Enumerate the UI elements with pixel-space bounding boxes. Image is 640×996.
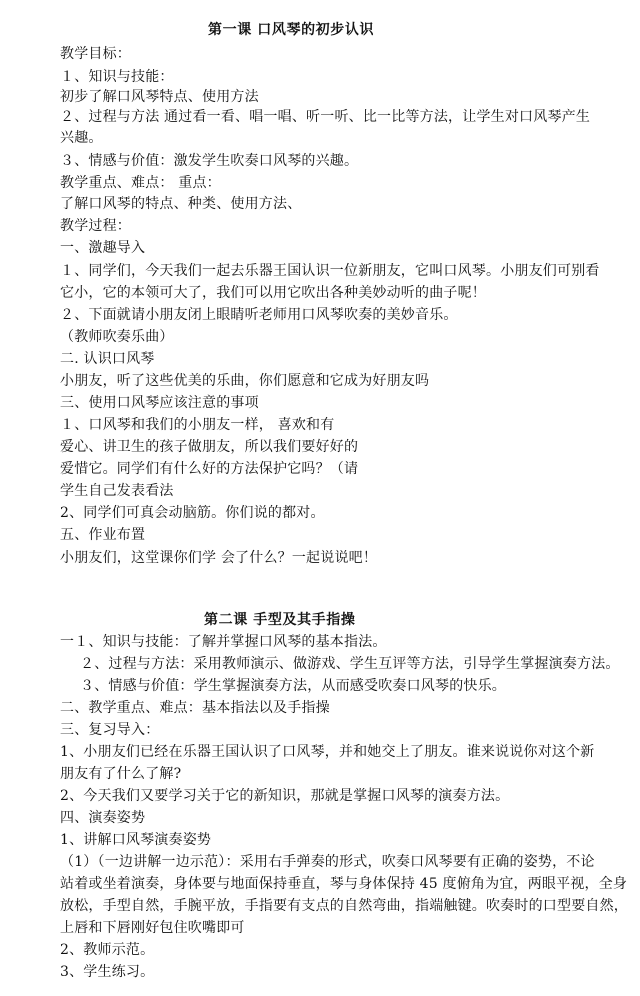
text-line: 2、教师示范。	[60, 942, 155, 958]
text-line: 五、作业布置	[60, 527, 146, 543]
text-line: 二. 认识口风琴	[60, 351, 155, 367]
text-line: 初步了解口风琴特点、使用方法	[60, 89, 259, 105]
text-line: 1、小朋友们已经在乐器王国认识了口风琴，并和她交上了朋友。谁来说说你对这个新	[60, 744, 595, 760]
text-line: 朋友有了什么了解?	[60, 766, 182, 782]
text-line: 上唇和下唇刚好包住吹嘴即可	[60, 920, 245, 936]
text-line: １、知识与技能：	[60, 69, 174, 85]
text-line: 爱心、讲卫生的孩子做朋友，所以我们要好好的	[60, 439, 359, 455]
text-line: ２、过程与方法：采用教师演示、做游戏、学生互评等方法，引导学生掌握演奏方法。	[80, 656, 620, 672]
text-line: 小朋友们，这堂课你们学 会了什么？一起说说吧！	[60, 550, 378, 566]
text-line: 了解口风琴的特点、种类、使用方法、	[60, 196, 302, 212]
text-line: １、口风琴和我们的小朋友一样， 喜欢和有	[60, 417, 335, 433]
text-line: 二、教学重点、难点：基本指法以及手指操	[60, 700, 330, 716]
text-line: ３、情感与价值：激发学生吹奏口风琴的兴趣。	[60, 153, 359, 169]
text-line: 三、复习导入：	[60, 722, 160, 738]
text-line: 教学重点、难点： 重点：	[60, 175, 221, 191]
text-line: 一、激趣导入	[60, 240, 146, 256]
text-line: １、同学们，今天我们一起去乐器王国认识一位新朋友，它叫口风琴。小朋友们可别看	[60, 263, 600, 279]
text-line: 2、同学们可真会动脑筋。你们说的都对。	[60, 505, 325, 521]
text-line: 放松，手型自然，手腕平放，手指要有支点的自然弯曲，指端触键。吹奏时的口型要自然，	[60, 898, 628, 914]
text-line: 教学过程：	[60, 218, 131, 234]
text-line: 一１、知识与技能：了解并掌握口风琴的基本指法。	[60, 634, 387, 650]
text-line: 它小，它的本领可大了，我们可以用它吹出各种美妙动听的曲子呢！	[60, 285, 486, 301]
text-line: （1）（一边讲解一边示范）：采用右手弹奏的形式，吹奏口风琴要有正确的姿势，不论	[60, 854, 595, 870]
text-line: （教师吹奏乐曲）	[60, 329, 174, 345]
text-line: ２、过程与方法 通过看一看、唱一唱、听一听、比一比等方法，让学生对口风琴产生	[60, 109, 591, 125]
text-line: 教学目标：	[60, 46, 131, 62]
text-line: ３、情感与价值：学生掌握演奏方法，从而感受吹奏口风琴的快乐。	[80, 678, 506, 694]
text-line: 小朋友，听了这些优美的乐曲，你们愿意和它成为好朋友吗	[60, 373, 430, 389]
text-line: 兴趣。	[60, 130, 103, 146]
text-line: 1、讲解口风琴演奏姿势	[60, 832, 212, 848]
text-line: 三、使用口风琴应该注意的事项	[60, 395, 259, 411]
text-line: 四、演奏姿势	[60, 810, 146, 826]
text-line: 爱惜它。同学们有什么好的方法保护它吗？（请	[60, 461, 359, 477]
text-line: 2、今天我们又要学习关于它的新知识，那就是掌握口风琴的演奏方法。	[60, 788, 510, 804]
text-line: 3、学生练习。	[60, 964, 155, 980]
lesson2-title: 第二课 手型及其手指操	[204, 612, 356, 628]
text-line: 学生自己发表看法	[60, 483, 174, 499]
lesson1-title: 第一课 口风琴的初步认识	[208, 22, 375, 38]
text-line: 站着或坐着演奏，身体要与地面保持垂直，琴与身体保持 45 度俯角为宜，两眼平视，全身	[60, 876, 628, 892]
text-line: ２、下面就请小朋友闭上眼睛听老师用口风琴吹奏的美妙音乐。	[60, 307, 458, 323]
